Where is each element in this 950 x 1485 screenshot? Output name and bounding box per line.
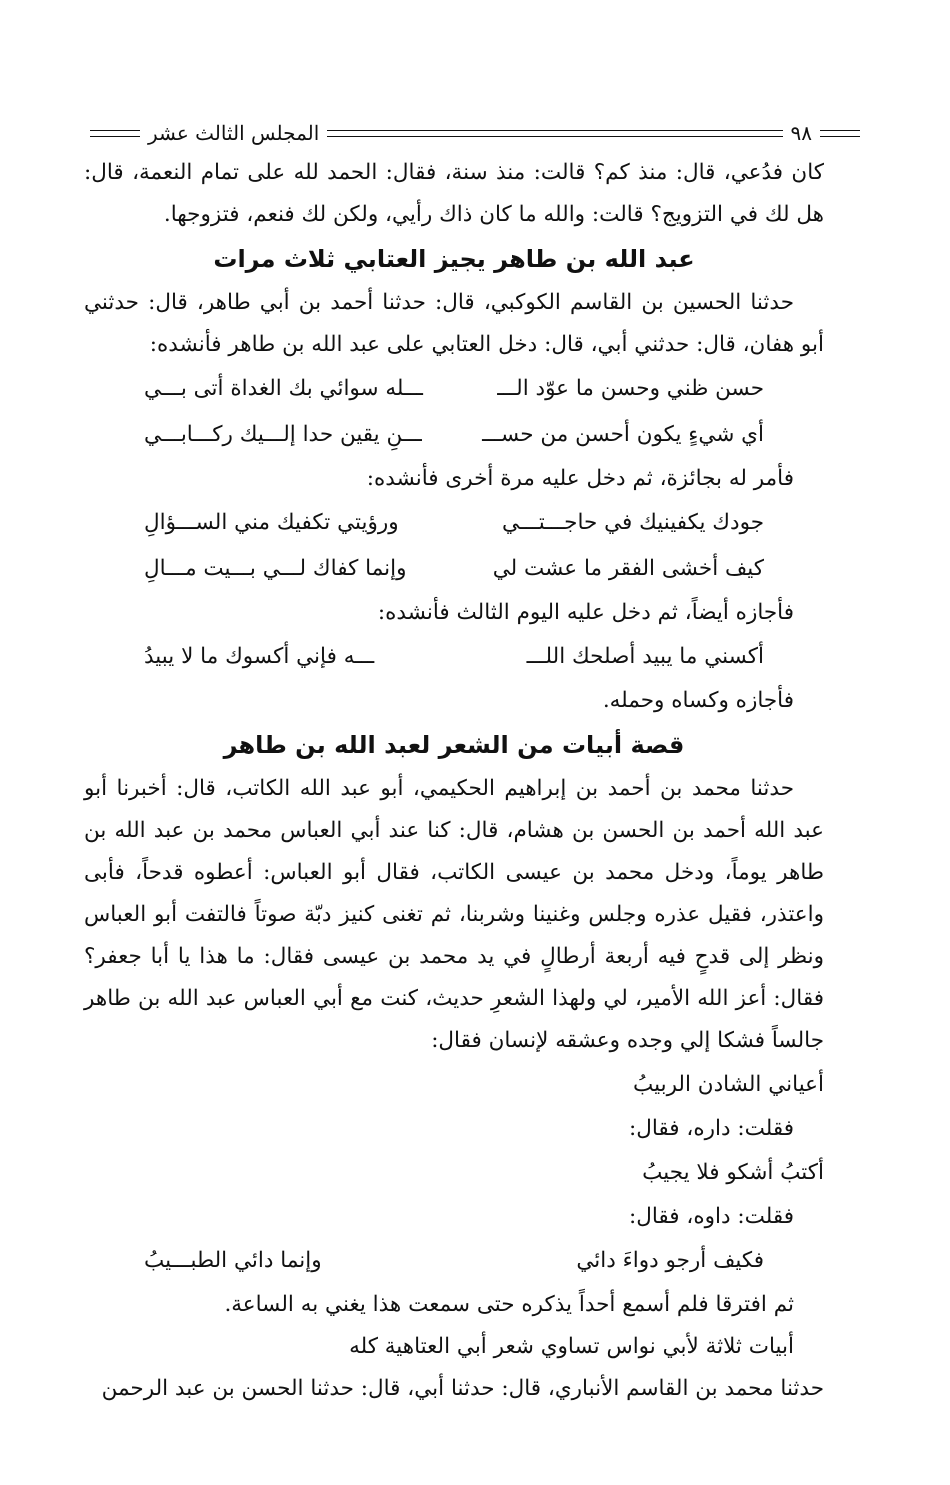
verse-line [84, 500, 824, 546]
page-number: ٩٨ [790, 121, 812, 145]
verse-hemistich: ـــنِ يقين حدا إلـــيك ركـــابـــي [144, 422, 422, 447]
section-title: المجلس الثالث عشر [148, 121, 320, 145]
running-header [90, 116, 860, 150]
section-heading: عبد الله بن طاهر يجيز العتابي ثلاث مرات [213, 245, 695, 273]
paragraph: حدثنا الحسين بن القاسم الكوكبي، قال: حدثنا أحمد بن أبي طاهر، قال: حدثني أبو هفان، قال: حدثني أبي، قال: دخل العتابي على عبد الله بن طاهر فأنشده: [84, 290, 824, 357]
paragraph: فقلت: داره، فقال: [629, 1116, 794, 1141]
paragraph: فأجازه أيضاً، ثم دخل عليه اليوم الثالث فأنشده: [377, 600, 794, 625]
verse-hemistich: وإنما كفاك لـــي بـــيت مـــالِ [144, 556, 407, 581]
verse-hemistich: فكيف أرجو دواءَ دائي [576, 1248, 764, 1273]
paragraph: ثم افترقا فلم أسمع أحداً يذكره حتى سمعت هذا يغني به الساعة. [224, 1292, 794, 1317]
header-rule-middle [327, 130, 782, 137]
verse-hemistich: حسن ظني وحسن ما عوّد الـــ [497, 376, 764, 401]
verse-hemistich: ـــله سوائي بك الغداة أتى بـــي [144, 376, 423, 401]
paragraph: حدثنا محمد بن أحمد بن إبراهيم الحكيمي، أبو عبد الله الكاتب، قال: أخبرنا أبو عبد الله أحمد بن الحسن بن هشام، قال: كنا عند أبي العباس محمد بن عبد الله بن طاهر يوماً، ودخل محمد بن عيسى الكاتب، فقال أبو العباس: أعطوه قدحاً، فأبى واعتذر، فقيل عذره وجلس وغنينا وشربنا، ثم تغنى كنيز دبّة صوتاً فالتفت أبو العباس ونظر إلى قدحٍ فيه أربعة أرطالٍ في يد محمد بن عيسى فقال: ما هذا يا أبا جعفر؟ فقال: أعز الله الأمير، لي ولهذا الشعرِ حديث، كنت مع أبي العباس عبد الله بن طاهر جالساً فشكا إلي وجده وعشقه لإنسان فقال: [84, 776, 824, 1053]
header-rule-left [90, 130, 140, 137]
verse-hemistich: كيف أخشى الفقر ما عشت لي [492, 556, 764, 581]
paragraph: حدثنا محمد بن القاسم الأنباري، قال: حدثنا أبي، قال: حدثنا الحسن بن عبد الرحمن [101, 1376, 824, 1401]
paragraph: فأجازه وكساه وحمله. [602, 688, 794, 713]
paragraph: فأمر له بجائزة، ثم دخل عليه مرة أخرى فأنشده: [366, 466, 794, 491]
verse-hemistich: ورؤيتي تكفيك مني الســـؤالِ [144, 510, 399, 535]
verse-hemistich: أعياني الشادن الربيبُ [632, 1072, 824, 1097]
verse-line [84, 366, 824, 412]
verse-hemistich: ـــه فإني أكسوك ما لا يبيدُ [144, 644, 375, 669]
paragraph-continued [84, 152, 824, 236]
verse-hemistich: وإنما دائي الطبـــيبُ [144, 1248, 322, 1273]
verse-hemistich: جودك يكفينيك في حاجـــتـــي [501, 510, 764, 535]
verse-hemistich: أكتبُ أشكو فلا يجيبُ [642, 1160, 824, 1185]
verse-line [84, 634, 824, 680]
paragraph-line: لك في التزويج؟ قالت: والله ما كان ذاك رأيي، ولكن لك فنعم، فتزوجها. [163, 202, 790, 227]
section-heading: قصة أبيات من الشعر لعبد الله بن طاهر [223, 731, 685, 759]
paragraph: فقلت: داوه، فقال: [629, 1204, 794, 1229]
paragraph-line: كان فدُعي، قال: منذ كم؟ قالت: منذ سنة، فقال: الحمد لله على تمام النعمة، قال: هل [84, 160, 824, 227]
page-body [84, 152, 824, 1410]
header-rule-right [820, 130, 860, 137]
subheading-line: أبيات ثلاثة لأبي نواس تساوي شعر أبي العتاهية كله [349, 1334, 794, 1359]
verse-line [84, 1238, 824, 1284]
verse-hemistich: أكسني ما يبيد أصلحك اللـــ [526, 644, 764, 669]
verse-hemistich: أي شيءٍ يكون أحسن من حســـ [482, 422, 764, 447]
verse-line [84, 546, 824, 592]
verse-line [84, 412, 824, 458]
